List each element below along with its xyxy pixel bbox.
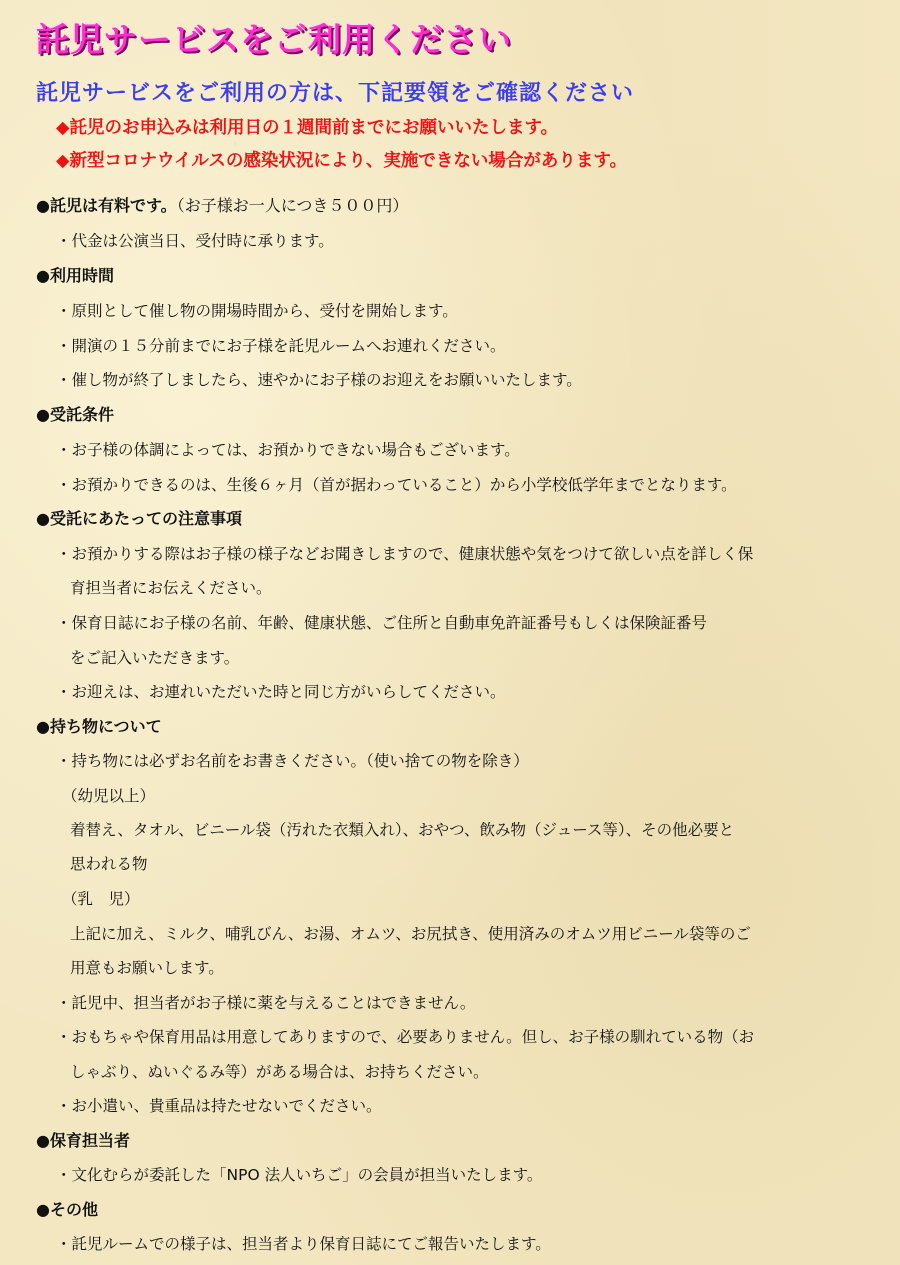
hours-item: ・催し物が終了しましたら、速やかにお子様のお迎えをお願いいたします。 (56, 371, 582, 389)
section-heading-fee (36, 196, 408, 216)
notice-covid-cancellation: ◆新型コロナウイルスの感染状況により、実施できない場合があります。 (56, 151, 628, 171)
belongings-subheading-toddler: （幼児以上） (62, 787, 156, 805)
belongings-toddler-list: 着替え、タオル、ビニール袋（汚れた衣類入れ）、おやつ、飲み物（ジュース等）、その他必要と (70, 821, 735, 839)
conditions-item: ・お子様の体調によっては、お預かりできない場合もございます。 (56, 441, 520, 459)
belongings-item: ・おもちゃや保育用品は用意してありますので、必要ありません。但し、お子様の馴れている物（お (56, 1028, 755, 1046)
belongings-infant-list: 上記に加え、ミルク、哺乳びん、お湯、オムツ、お尻拭き、使用済みのオムツ用ビニール袋等のご (70, 925, 751, 943)
section-heading-conditions: ●受託条件 (36, 405, 114, 424)
section-heading-belongings: ●持ち物について (36, 717, 162, 736)
section-heading-cautions: ●受託にあたっての注意事項 (36, 509, 242, 528)
staff-item: ・文化むらが委託した「NPO 法人いちご」の会員が担当いたします。 (56, 1166, 543, 1184)
belongings-item: ・託児中、担当者がお子様に薬を与えることはできません。 (56, 994, 476, 1012)
belongings-subheading-infant: （乳 児） (62, 890, 140, 908)
fee-heading-note: （お子様お一人につき５００円） (176, 196, 409, 215)
belongings-item-continuation: しゃぶり、ぬいぐるみ等）がある場合は、お持ちください。 (70, 1063, 489, 1081)
belongings-toddler-list-continuation: 思われる物 (70, 855, 148, 873)
cautions-item: ・保育日誌にお子様の名前、年齢、健康状態、ご住所と自動車免許証番号もしくは保険証番号 (56, 614, 708, 632)
belongings-infant-list-continuation: 用意もお願いします。 (70, 959, 224, 977)
page-title: 託児サービスをご利用ください (36, 20, 512, 59)
cautions-item-continuation: をご記入いただきます。 (70, 649, 240, 667)
fee-heading-text: ●託児は有料です。 (36, 196, 177, 215)
section-heading-hours: ●利用時間 (36, 266, 114, 285)
section-heading-other: ●その他 (36, 1200, 98, 1219)
hours-item: ・開演の１５分前までにお子様を託児ルームへお連れください。 (56, 337, 506, 355)
fee-item: ・代金は公演当日、受付時に承ります。 (56, 232, 334, 250)
cautions-item-continuation: 育担当者にお伝えください。 (70, 579, 272, 597)
cautions-item: ・お迎えは、お連れいただいた時と同じ方がいらしてください。 (56, 683, 506, 701)
section-heading-staff: ●保育担当者 (36, 1131, 130, 1150)
other-item: ・託児ルームでの様子は、担当者より保育日誌にてご報告いたします。 (56, 1235, 551, 1253)
cautions-item: ・お預かりする際はお子様の様子などお聞きしますので、健康状態や気をつけて欲しい点を詳しく保 (56, 545, 754, 563)
hours-item: ・原則として催し物の開場時間から、受付を開始します。 (56, 302, 458, 320)
belongings-item: ・お小遣い、貴重品は持たせないでください。 (56, 1097, 382, 1115)
conditions-item: ・お預かりできるのは、生後６ヶ月（首が据わっていること）から小学校低学年までとなります。 (56, 476, 737, 494)
notice-reservation-deadline: ◆託児のお申込みは利用日の１週間前までにお願いいたします。 (56, 118, 559, 138)
page-subtitle: 託児サービスをご利用の方は、下記要領をご確認ください (36, 81, 635, 106)
belongings-item: ・持ち物には必ずお名前をお書きください。（使い捨ての物を除き） (56, 752, 529, 770)
